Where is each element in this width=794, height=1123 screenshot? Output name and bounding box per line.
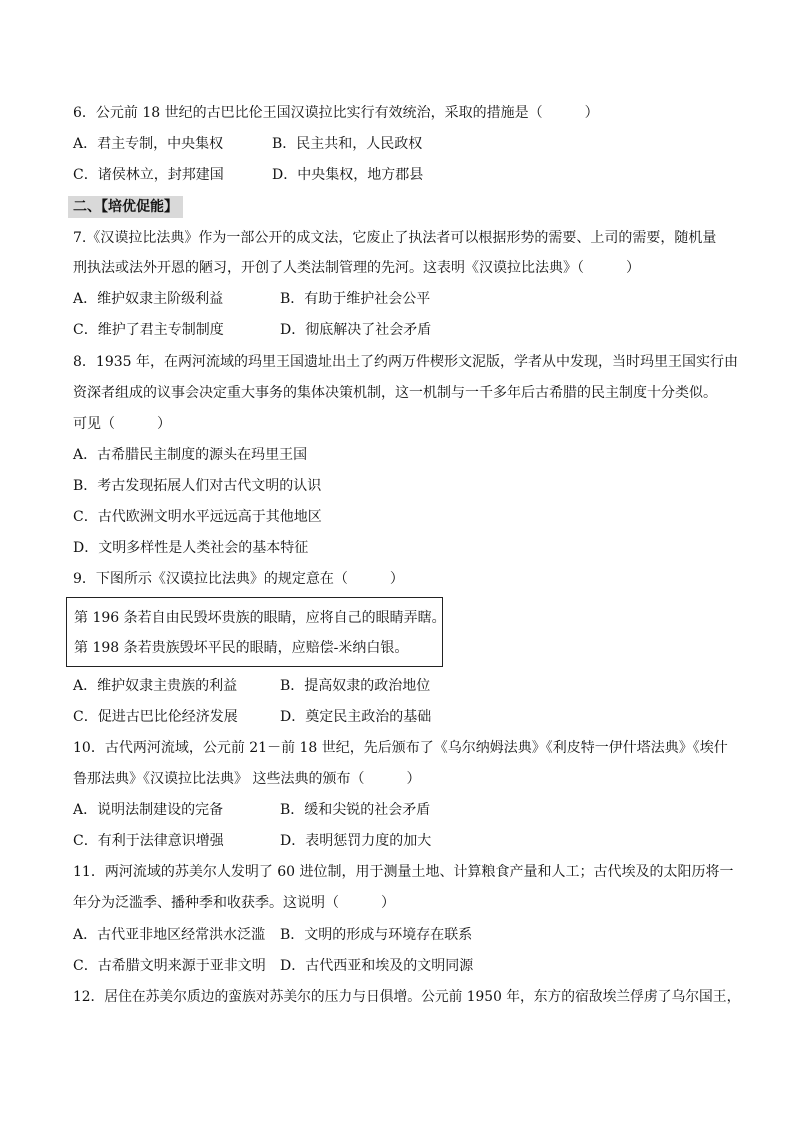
q11-option-b: B．文明的形成与环境存在联系 — [280, 927, 473, 943]
q7-option-a: A．维护奴隶主阶级利益 — [73, 291, 224, 307]
q8-option-a: A．古希腊民主制度的源头在玛里王国 — [73, 447, 308, 463]
q10-option-c: C．有利于法律意识增强 — [73, 833, 224, 849]
q6-option-a: A．君主专制，中央集权 — [73, 136, 224, 152]
q11-option-c: C．古希腊文明来源于亚非文明 — [73, 958, 266, 974]
q6-option-c: C．诸侯林立，封邦建国 — [73, 167, 224, 183]
q11-stem-line1: 11．两河流域的苏美尔人发明了 60 进位制，用于测量土地、计算粮食产量和人工；古代埃及的太阳历将一 — [73, 864, 734, 880]
q7-stem-line1: 7.《汉谟拉比法典》作为一部公开的成文法，它废止了执法者可以根据形势的需要、上司的需要，随机量 — [73, 230, 717, 246]
q6-option-b: B．民主共和，人民政权 — [272, 136, 423, 152]
q8-stem-line3: 可见（ ） — [73, 416, 171, 432]
q8-option-b: B．考古发现拓展人们对古代文明的认识 — [73, 478, 322, 494]
q9-stem: 9．下图所示《汉谟拉比法典》的规定意在（ ） — [73, 571, 404, 587]
q12-stem-line1: 12．居住在苏美尔质边的蛮族对苏美尔的压力与日俱增。公元前 1950 年，东方的宿敌埃兰俘虏了乌尔国王， — [73, 989, 741, 1005]
q11-option-a: A．古代亚非地区经常洪水泛滥 — [73, 927, 266, 943]
q6-option-d: D．中央集权，地方郡县 — [272, 167, 424, 183]
q8-option-c: C．古代欧洲文明水平远远高于其他地区 — [73, 509, 322, 525]
q10-option-d: D．表明惩罚力度的加大 — [280, 833, 432, 849]
q9-option-c: C．促进古巴比伦经济发展 — [73, 709, 238, 725]
q6-stem: 6．公元前 18 世纪的古巴比伦王国汉谟拉比实行有效统治，采取的措施是（ ） — [73, 105, 599, 121]
q10-stem-line1: 10．古代两河流域，公元前 21－前 18 世纪，先后颁布了《乌尔纳姆法典》《利皮特一伊什塔法典》《埃什 — [73, 740, 728, 756]
q8-stem-line2: 资深者组成的议事会决定重大事务的集体决策机制，这一机制与一千多年后古希腊的民主制度十分类似。 — [73, 385, 717, 401]
q10-option-a: A．说明法制建设的完备 — [73, 802, 224, 818]
q9-option-d: D．奠定民主政治的基础 — [280, 709, 432, 725]
q7-option-c: C．维护了君主专制制度 — [73, 322, 224, 338]
q11-stem-line2: 年分为泛滥季、播种季和收获季。这说明（ ） — [73, 895, 395, 911]
q8-stem-line1: 8．1935 年，在两河流域的玛里王国遗址出土了约两万件楔形文泥版，学者从中发现，当时玛里王国实行由 — [73, 354, 738, 370]
law-excerpt-box — [66, 597, 446, 667]
q10-option-b: B．缓和尖锐的社会矛盾 — [280, 802, 431, 818]
q7-option-b: B．有助于维护社会公平 — [280, 291, 431, 307]
law-excerpt-line2: 第 198 条若贵族毁坏平民的眼睛，应赔偿-米纳白银。 — [74, 640, 409, 656]
section-title: 二、【培优促能】 — [68, 196, 183, 218]
q7-option-d: D．彻底解决了社会矛盾 — [280, 322, 432, 338]
q9-option-a: A．维护奴隶主贵族的利益 — [73, 678, 238, 694]
q11-option-d: D．古代西亚和埃及的文明同源 — [280, 958, 474, 974]
q9-option-b: B．提高奴隶的政治地位 — [280, 678, 431, 694]
q8-option-d: D．文明多样性是人类社会的基本特征 — [73, 540, 309, 556]
q10-stem-line2: 鲁那法典》《汉谟拉比法典》 这些法典的颁布（ ） — [73, 771, 421, 787]
q7-stem-line2: 刑执法或法外开恩的陋习，开创了人类法制管理的先河。这表明《汉谟拉比法典》（ ） — [73, 260, 640, 276]
law-excerpt-line1: 第 196 条若自由民毁坏贵族的眼睛，应将自己的眼睛弄瞎。 — [74, 610, 446, 626]
